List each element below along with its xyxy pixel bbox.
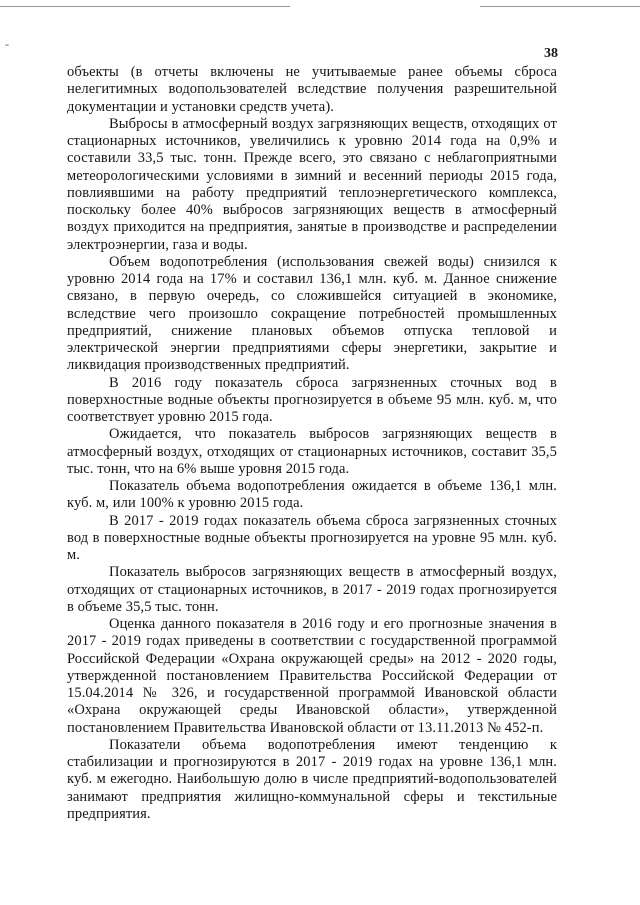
paragraph-emissions-2015: Выбросы в атмосферный воздух загрязняющих веществ, отходящих от стационарных источников, увеличились к уровню 2014 года на 0,9% и составили 33,5 тыс. тонн. Прежде всего, это связано с неблагоприятными метеорологическими условиями в зимний и весенний периоды 2015 года, повлиявшими на работу предприятий теплоэнергетического комплекса, поскольку более 40% выбросов загрязняющих веществ в атмосферный воздух приходится на предприятия, занятые в производстве и распределении электроэнергии, газа и воды.: [67, 115, 557, 253]
paragraph-water-consumption-2015: Объем водопотребления (использования свежей воды) снизился к уровню 2014 года на 17% и составил 136,1 млн. куб. м. Данное снижение связано, в первую очередь, со сложившейся ситуацией в экономике, вследствие чего произошло сокращение потребностей промышленных предприятий, снижение плановых объемов отпуска тепловой и электрической энергии предприятиями сферы энергетики, закрытие и ликвидация производственных предприятий.: [67, 253, 557, 374]
paragraph-water-forecast-2017-2019: Показатели объема водопотребления имеют тенденцию к стабилизации и прогнозируются в 2017 - 2019 годах на уровне 136,1 млн. куб. м ежегодно. Наибольшую долю в числе предприятий-водопользователей занимают предприятия жилищно-коммунальной сферы и текстильные предприятия.: [67, 736, 557, 822]
paragraph-emissions-forecast-2017-2019: Показатель выбросов загрязняющих веществ в атмосферный воздух, отходящих от стационарных источников, в 2017 - 2019 годах прогнозируется в объеме 35,5 тыс. тонн.: [67, 564, 557, 615]
scan-edge-line-right: [480, 6, 640, 7]
paragraph-continuation: объекты (в отчеты включены не учитываемые ранее объемы сброса нелегитимных водопользователей вследствие получения разрешительной документации и установки средств учета).: [67, 64, 557, 115]
page-number: 38: [544, 46, 558, 61]
document-body: [67, 64, 557, 823]
paragraph-programs-reference: Оценка данного показателя в 2016 году и его прогнозные значения в 2017 - 2019 годах приведены в соответствии с государственной программой Российской Федерации «Охрана окружающей среды» на 2012 - 2020 годы, утвержденной постановлением Правительства Российской Федерации от 15.04.2014 № 326, и государственной программой Ивановской области «Охрана окружающей среды Ивановской области», утвержденной постановлением Правительства Ивановской области от 13.11.2013 № 452-п.: [67, 616, 557, 736]
paragraph-discharge-forecast-2016: В 2016 году показатель сброса загрязненных сточных вод в поверхностные водные объекты прогнозируется в объеме 95 млн. куб. м, что соответствует уровню 2015 года.: [67, 374, 557, 425]
paragraph-water-forecast-2016: Показатель объема водопотребления ожидается в объеме 136,1 млн. куб. м, или 100% к уровню 2015 года.: [67, 478, 557, 512]
paragraph-discharge-forecast-2017-2019: В 2017 - 2019 годах показатель объема сброса загрязненных сточных вод в поверхностные водные объекты прогнозируется на уровне 95 млн. куб. м.: [67, 512, 557, 563]
paragraph-emissions-forecast-2016: Ожидается, что показатель выбросов загрязняющих веществ в атмосферный воздух, отходящих от стационарных источников, составит 35,5 тыс. тонн, что на 6% выше уровня 2015 года.: [67, 426, 557, 477]
scan-edge-line-left: [0, 6, 290, 7]
margin-mark: -: [5, 37, 9, 51]
